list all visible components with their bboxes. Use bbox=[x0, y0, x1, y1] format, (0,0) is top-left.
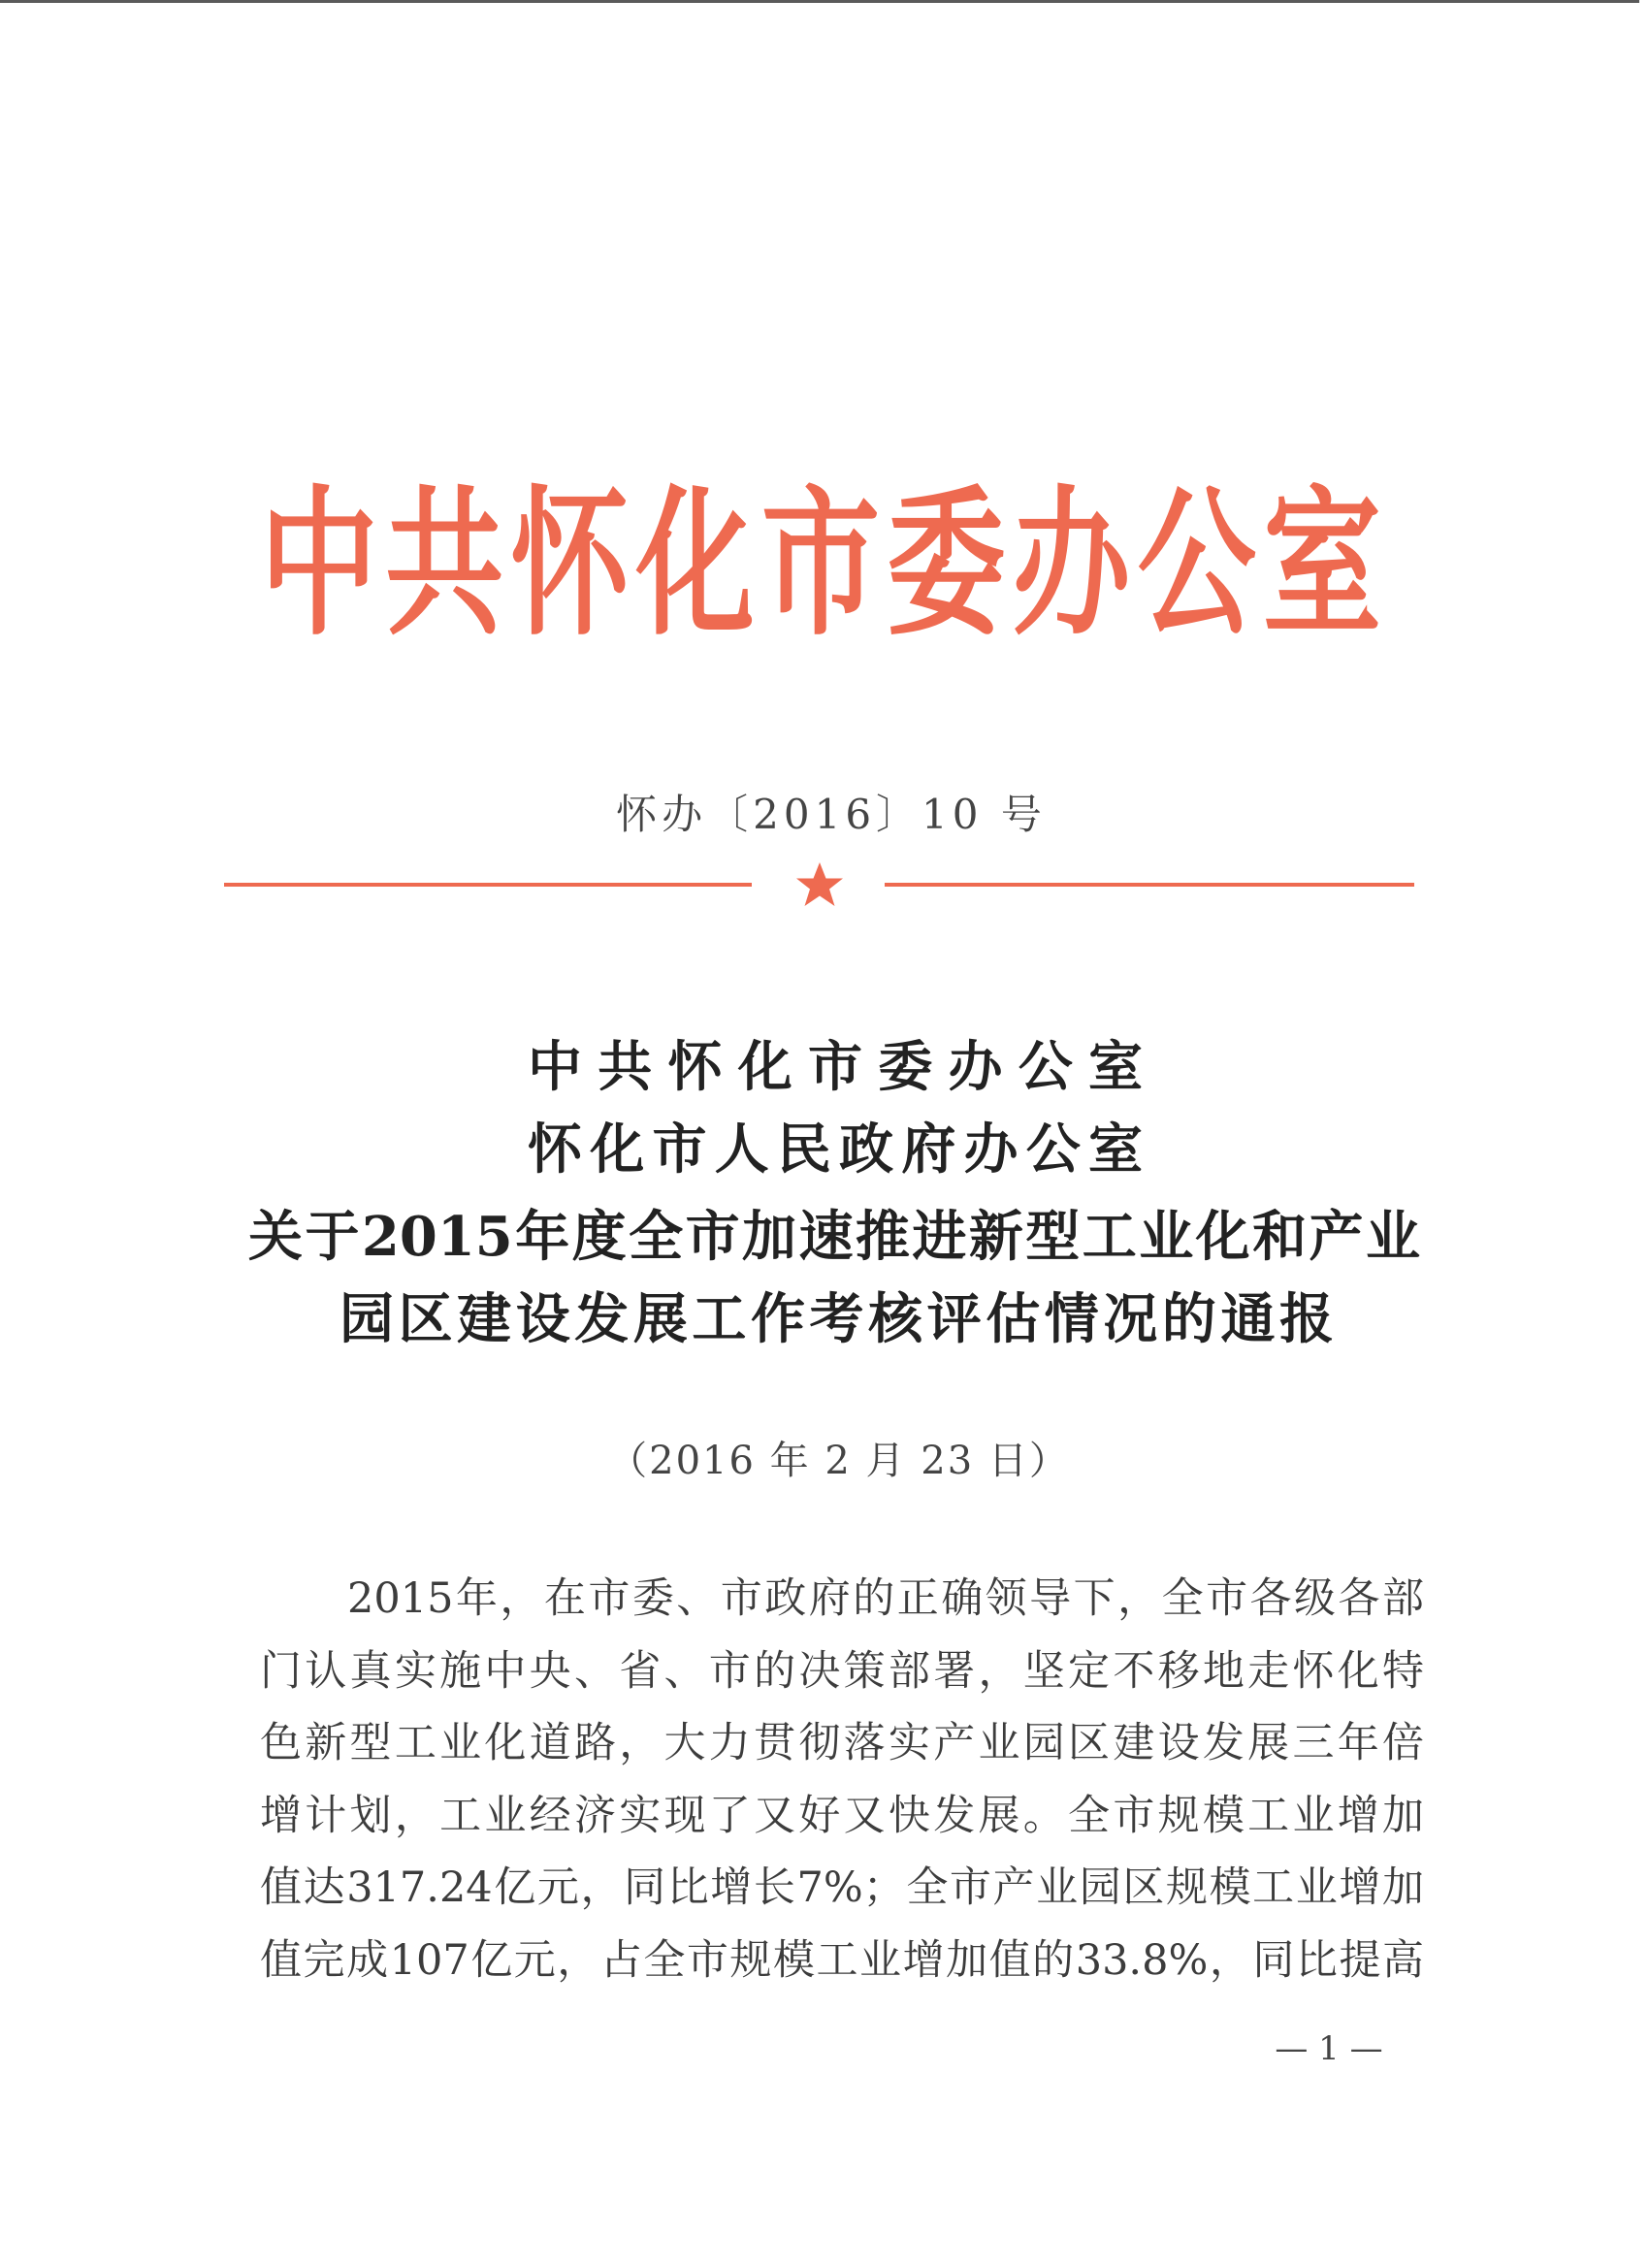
body-line: 增计划，工业经济实现了又好又快发展。全市规模工业增加 bbox=[260, 1791, 1424, 1840]
issue-date: （2016 年 2 月 23 日） bbox=[608, 1439, 1070, 1483]
body-paragraph bbox=[260, 1563, 1424, 1996]
document-number: 怀办〔2016〕10 号 bbox=[616, 791, 1047, 838]
body-line: 色新型工业化道路，大力贯彻落实产业园区建设发展三年倍 bbox=[260, 1719, 1424, 1767]
star-icon bbox=[794, 859, 845, 910]
title-line-subject-2: 园区建设发展工作考核评估情况的通报 bbox=[340, 1287, 1334, 1351]
red-divider-left bbox=[224, 883, 752, 887]
body-line: 值完成107亿元，占全市规模工业增加值的33.8%，同比提高 bbox=[260, 1935, 1424, 1985]
scan-edge-line bbox=[0, 0, 1639, 3]
title-line-issuer-2: 怀化市人民政府办公室 bbox=[528, 1118, 1143, 1182]
title-line-subject-1: 关于2015年度全市加速推进新型工业化和产业 bbox=[248, 1205, 1420, 1269]
issuer-red-header: 中共怀化市委办公室 bbox=[260, 469, 1381, 658]
body-line: 2015年，在市委、市政府的正确领导下，全市各级各部 bbox=[347, 1574, 1424, 1623]
body-line: 门认真实施中央、省、市的决策部署，坚定不移地走怀化特 bbox=[260, 1646, 1424, 1696]
page-number: — 1 — bbox=[1275, 2029, 1383, 2068]
body-line: 值达317.24亿元，同比增长7%；全市产业园区规模工业增加 bbox=[260, 1863, 1424, 1912]
red-divider-right bbox=[885, 883, 1414, 887]
title-line-issuer-1: 中共怀化市委办公室 bbox=[528, 1035, 1143, 1099]
